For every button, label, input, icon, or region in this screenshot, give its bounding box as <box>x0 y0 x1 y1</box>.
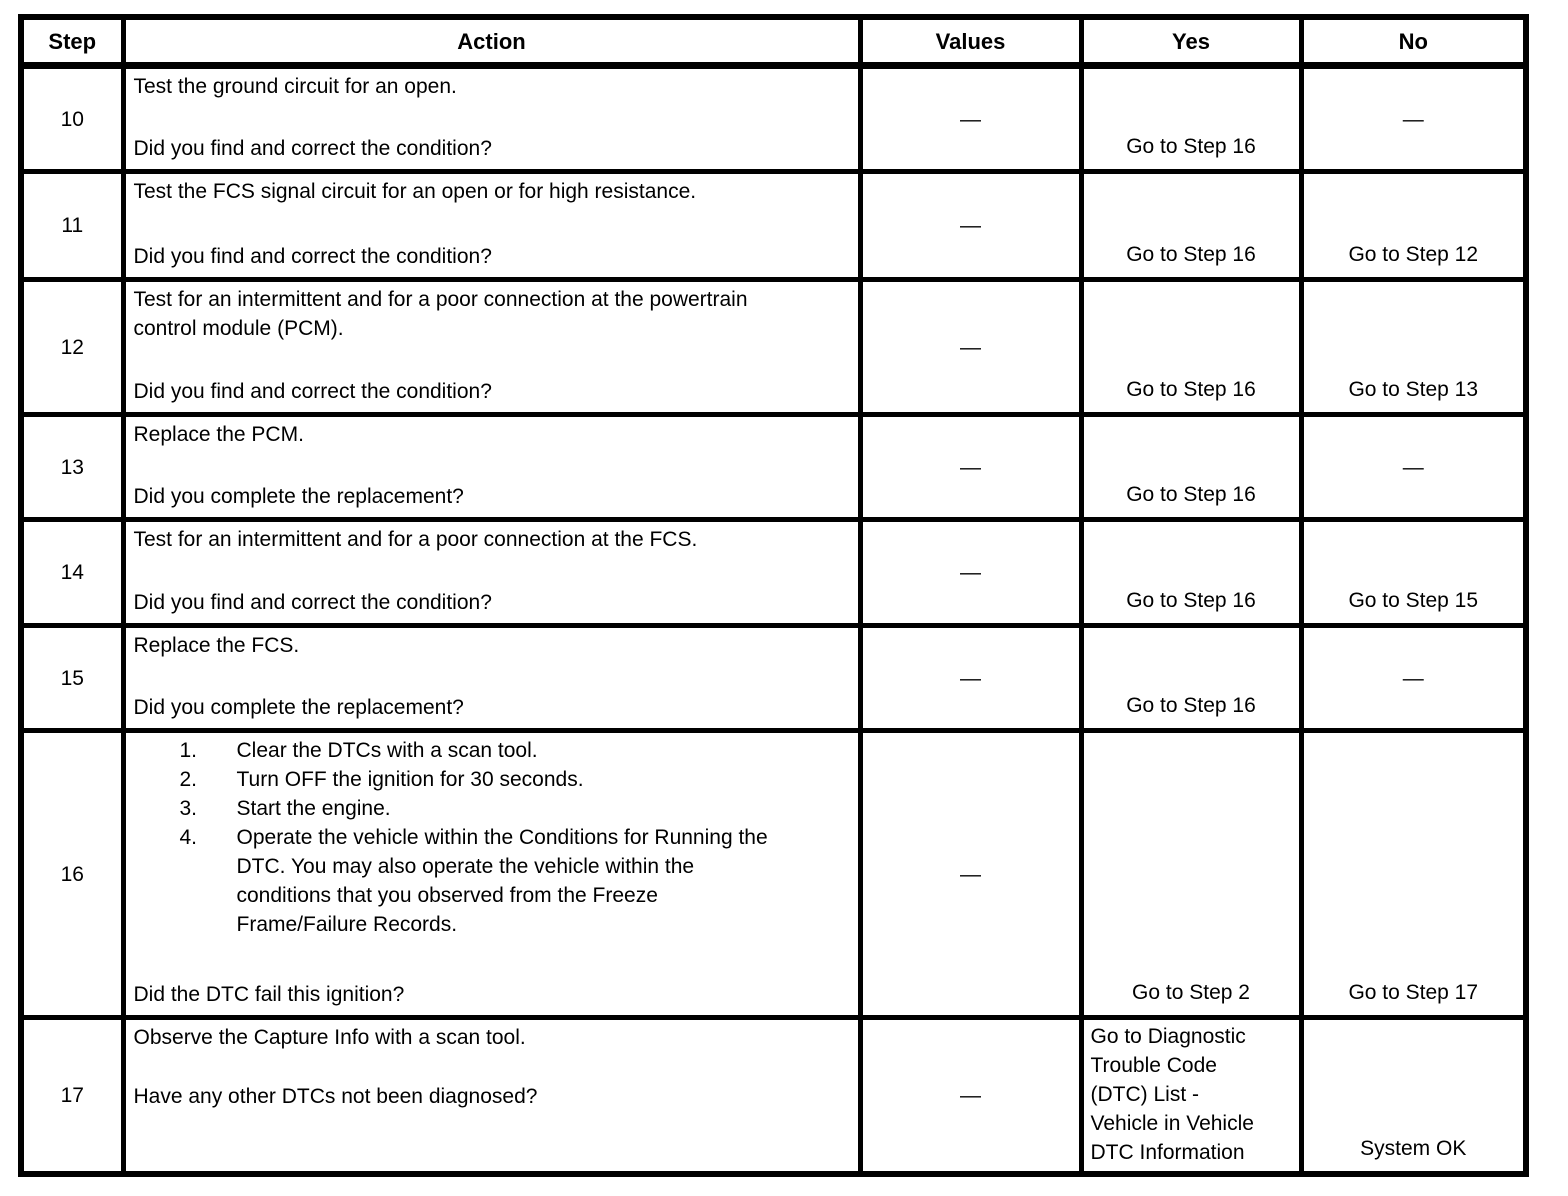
yes-text: Go to Step 16 <box>1126 589 1256 612</box>
values-cell: — <box>860 66 1081 172</box>
no-cell: — <box>1301 626 1526 731</box>
values-cell: — <box>860 1018 1081 1175</box>
no-cell: — <box>1301 415 1526 520</box>
yes-cell <box>1081 731 1301 1018</box>
action-cell <box>123 731 860 1018</box>
action-cell <box>123 66 860 172</box>
action-question: Did you find and correct the condition? <box>133 245 492 268</box>
action-question: Did you complete the replacement? <box>133 485 464 508</box>
yes-text: Go to Diagnostic Trouble Code (DTC) List - Vehicle in Vehicle DTC Information <box>1090 1025 1254 1164</box>
action-cell <box>123 172 860 280</box>
action-text: Replace the PCM. <box>133 423 304 446</box>
list-item <box>180 765 850 794</box>
step-number: 17 <box>21 1018 123 1175</box>
step-number: 13 <box>21 415 123 520</box>
values-cell: — <box>860 520 1081 626</box>
list-item-number: 2. <box>179 768 198 791</box>
action-cell <box>123 415 860 520</box>
list-item <box>180 736 850 765</box>
no-cell <box>1301 172 1526 280</box>
step-number: 11 <box>21 172 123 280</box>
yes-cell <box>1081 172 1301 280</box>
action-cell <box>123 280 860 415</box>
yes-cell <box>1081 415 1301 520</box>
yes-text: Go to Step 16 <box>1126 243 1256 266</box>
action-question: Have any other DTCs not been diagnosed? <box>133 1085 538 1108</box>
table-row <box>21 415 1526 520</box>
no-text: Go to Step 17 <box>1348 981 1479 1004</box>
column-header-yes: Yes <box>1081 17 1301 66</box>
list-item <box>180 823 850 939</box>
diagnostic-steps-table <box>18 14 1529 1177</box>
action-question: Did you find and correct the condition? <box>133 137 492 160</box>
action-numbered-list <box>134 736 850 939</box>
table-row <box>21 1018 1526 1175</box>
action-question: Did you find and correct the condition? <box>133 591 492 614</box>
table-header-row <box>21 17 1526 66</box>
no-cell: — <box>1301 66 1526 172</box>
yes-text: Go to Step 16 <box>1126 135 1256 158</box>
yes-cell <box>1081 280 1301 415</box>
action-cell <box>123 520 860 626</box>
values-cell: — <box>860 731 1081 1018</box>
action-cell <box>123 626 860 731</box>
no-text: Go to Step 13 <box>1348 378 1479 401</box>
no-text: System OK <box>1360 1137 1467 1160</box>
list-item-text: Start the engine. <box>236 797 391 820</box>
values-cell: — <box>860 626 1081 731</box>
yes-text: Go to Step 16 <box>1126 694 1256 717</box>
list-item-number: 4. <box>179 826 198 849</box>
list-item-text: Clear the DTCs with a scan tool. <box>236 739 538 762</box>
no-text: Go to Step 15 <box>1348 589 1479 612</box>
action-text: Test the FCS signal circuit for an open or for high resistance. <box>133 180 697 203</box>
action-question: Did you complete the replacement? <box>133 696 464 719</box>
step-number: 15 <box>21 626 123 731</box>
yes-cell <box>1081 1018 1301 1175</box>
no-text: Go to Step 12 <box>1348 243 1479 266</box>
step-number: 14 <box>21 520 123 626</box>
action-text: Test for an intermittent and for a poor connection at the FCS. <box>133 528 698 551</box>
no-cell <box>1301 520 1526 626</box>
action-text: Replace the FCS. <box>133 634 300 657</box>
yes-cell <box>1081 520 1301 626</box>
list-item-number: 1. <box>179 739 198 762</box>
list-item <box>180 794 850 823</box>
column-header-values: Values <box>860 17 1081 66</box>
values-cell: — <box>860 280 1081 415</box>
column-header-action: Action <box>123 17 860 66</box>
step-number: 16 <box>21 731 123 1018</box>
list-item-number: 3. <box>179 797 198 820</box>
yes-cell <box>1081 66 1301 172</box>
no-cell <box>1301 731 1526 1018</box>
step-number: 10 <box>21 66 123 172</box>
action-cell <box>123 1018 860 1175</box>
values-cell: — <box>860 172 1081 280</box>
no-cell <box>1301 1018 1526 1175</box>
column-header-no: No <box>1301 17 1526 66</box>
yes-text: Go to Step 16 <box>1126 378 1256 401</box>
table-row <box>21 172 1526 280</box>
action-text: Test the ground circuit for an open. <box>133 75 457 98</box>
values-cell: — <box>860 415 1081 520</box>
yes-text: Go to Step 2 <box>1132 981 1250 1004</box>
list-item-text: Turn OFF the ignition for 30 seconds. <box>236 768 584 791</box>
no-cell <box>1301 280 1526 415</box>
table-row <box>21 66 1526 172</box>
table-row <box>21 280 1526 415</box>
table-row <box>21 731 1526 1018</box>
yes-text: Go to Step 16 <box>1126 483 1256 506</box>
action-text: Test for an intermittent and for a poor connection at the powertrain control module (PCM). <box>133 288 748 340</box>
action-question: Did the DTC fail this ignition? <box>133 983 405 1006</box>
step-number: 12 <box>21 280 123 415</box>
table-row <box>21 520 1526 626</box>
list-item-text: Operate the vehicle within the Conditions for Running the DTC. You may also operate the vehicle within the conditions that you observed from the Freeze Frame/Failure Records. <box>236 826 768 936</box>
yes-cell <box>1081 626 1301 731</box>
table-row <box>21 626 1526 731</box>
action-text: Observe the Capture Info with a scan tool. <box>133 1026 526 1049</box>
action-question: Did you find and correct the condition? <box>133 380 492 403</box>
column-header-step: Step <box>21 17 123 66</box>
